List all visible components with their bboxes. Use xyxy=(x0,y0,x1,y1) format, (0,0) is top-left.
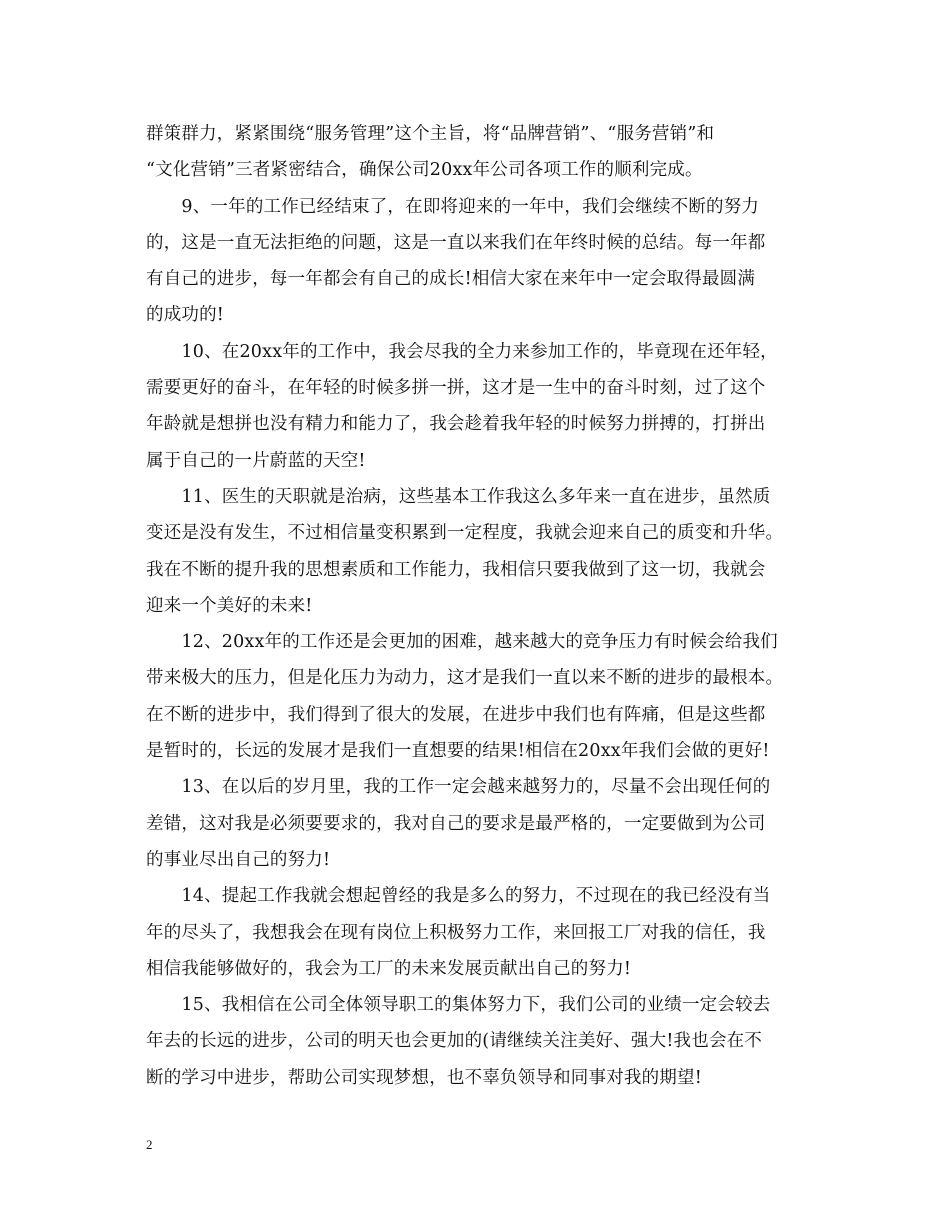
text-line: 在不断的进步中，我们得到了很大的发展，在进步中我们也有阵痛，但是这些都 xyxy=(146,704,766,725)
text-line: 年去的长远的进步，公司的明天也会更加的(请继续关注美好、强大!我也会在不 xyxy=(146,1031,763,1052)
text-line: 的事业尽出自己的努力! xyxy=(146,849,331,870)
text-line: 12、20xx年的工作还是会更加的困难，越来越大的竞争压力有时候会给我们 xyxy=(146,632,778,653)
page-number: 2 xyxy=(146,1137,153,1152)
text-line: “文化营销”三者紧密结合，确保公司20xx年公司各项工作的顺利完成。 xyxy=(146,160,703,181)
text-line: 9、一年的工作已经结束了，在即将迎来的一年中，我们会继续不断的努力 xyxy=(146,196,760,217)
text-line: 年龄就是想拼也没有精力和能力了，我会趁着我年轻的时候努力拼搏的，打拼出 xyxy=(146,414,766,435)
text-line: 13、在以后的岁月里，我的工作一定会越来越努力的，尽量不会出现任何的 xyxy=(146,777,771,798)
text-line: 带来极大的压力，但是化压力为动力，这才是我们一直以来不断的进步的最根本。 xyxy=(146,668,784,689)
text-line: 14、提起工作我就会想起曾经的我是多么的努力，不过现在的我已经没有当 xyxy=(146,886,771,907)
text-line: 15、我相信在公司全体领导职工的集体努力下，我们公司的业绩一定会较去 xyxy=(146,995,771,1016)
text-line: 群策群力，紧紧围绕“服务管理”这个主旨，将“品牌营销”、“服务营销”和 xyxy=(146,124,715,144)
text-line: 相信我能够做好的，我会为工厂的未来发展贡献出自己的努力! xyxy=(146,958,632,979)
text-line: 我在不断的提升我的思想素质和工作能力，我相信只要我做到了这一切，我就会 xyxy=(146,559,766,580)
text-line: 迎来一个美好的未来! xyxy=(146,595,313,616)
text-line: 有自己的进步，每一年都会有自己的成长!相信大家在来年中一定会取得最圆满 xyxy=(146,269,756,290)
text-line: 需要更好的奋斗，在年轻的时候多拼一拼，这才是一生中的奋斗时刻，过了这个 xyxy=(146,378,766,399)
text-line: 是暂时的，长远的发展才是我们一直想要的结果!相信在20xx年我们会做的更好! xyxy=(146,741,770,762)
text-line: 的，这是一直无法拒绝的问题，这是一直以来我们在年终时候的总结。每一年都 xyxy=(146,232,766,253)
text-line: 11、医生的天职就是治病，这些基本工作我这么多年来一直在进步，虽然质 xyxy=(146,486,771,507)
text-line: 属于自己的一片蔚蓝的天空! xyxy=(146,450,366,471)
text-line: 差错，这对我是必须要要求的，我对自己的要求是最严格的，一定要做到为公司 xyxy=(146,813,766,834)
text-line: 10、在20xx年的工作中，我会尽我的全力来参加工作的，毕竟现在还年轻， xyxy=(146,341,778,362)
text-line: 的成功的! xyxy=(146,305,225,326)
text-line: 变还是没有发生，不过相信量变积累到一定程度，我就会迎来自己的质变和升华。 xyxy=(146,523,784,544)
text-line: 断的学习中进步，帮助公司实现梦想，也不辜负领导和同事对我的期望! xyxy=(146,1067,702,1088)
document-body xyxy=(146,116,816,1096)
text-line: 年的尽头了，我想我会在现有岗位上积极努力工作，来回报工厂对我的信任，我 xyxy=(146,922,766,943)
